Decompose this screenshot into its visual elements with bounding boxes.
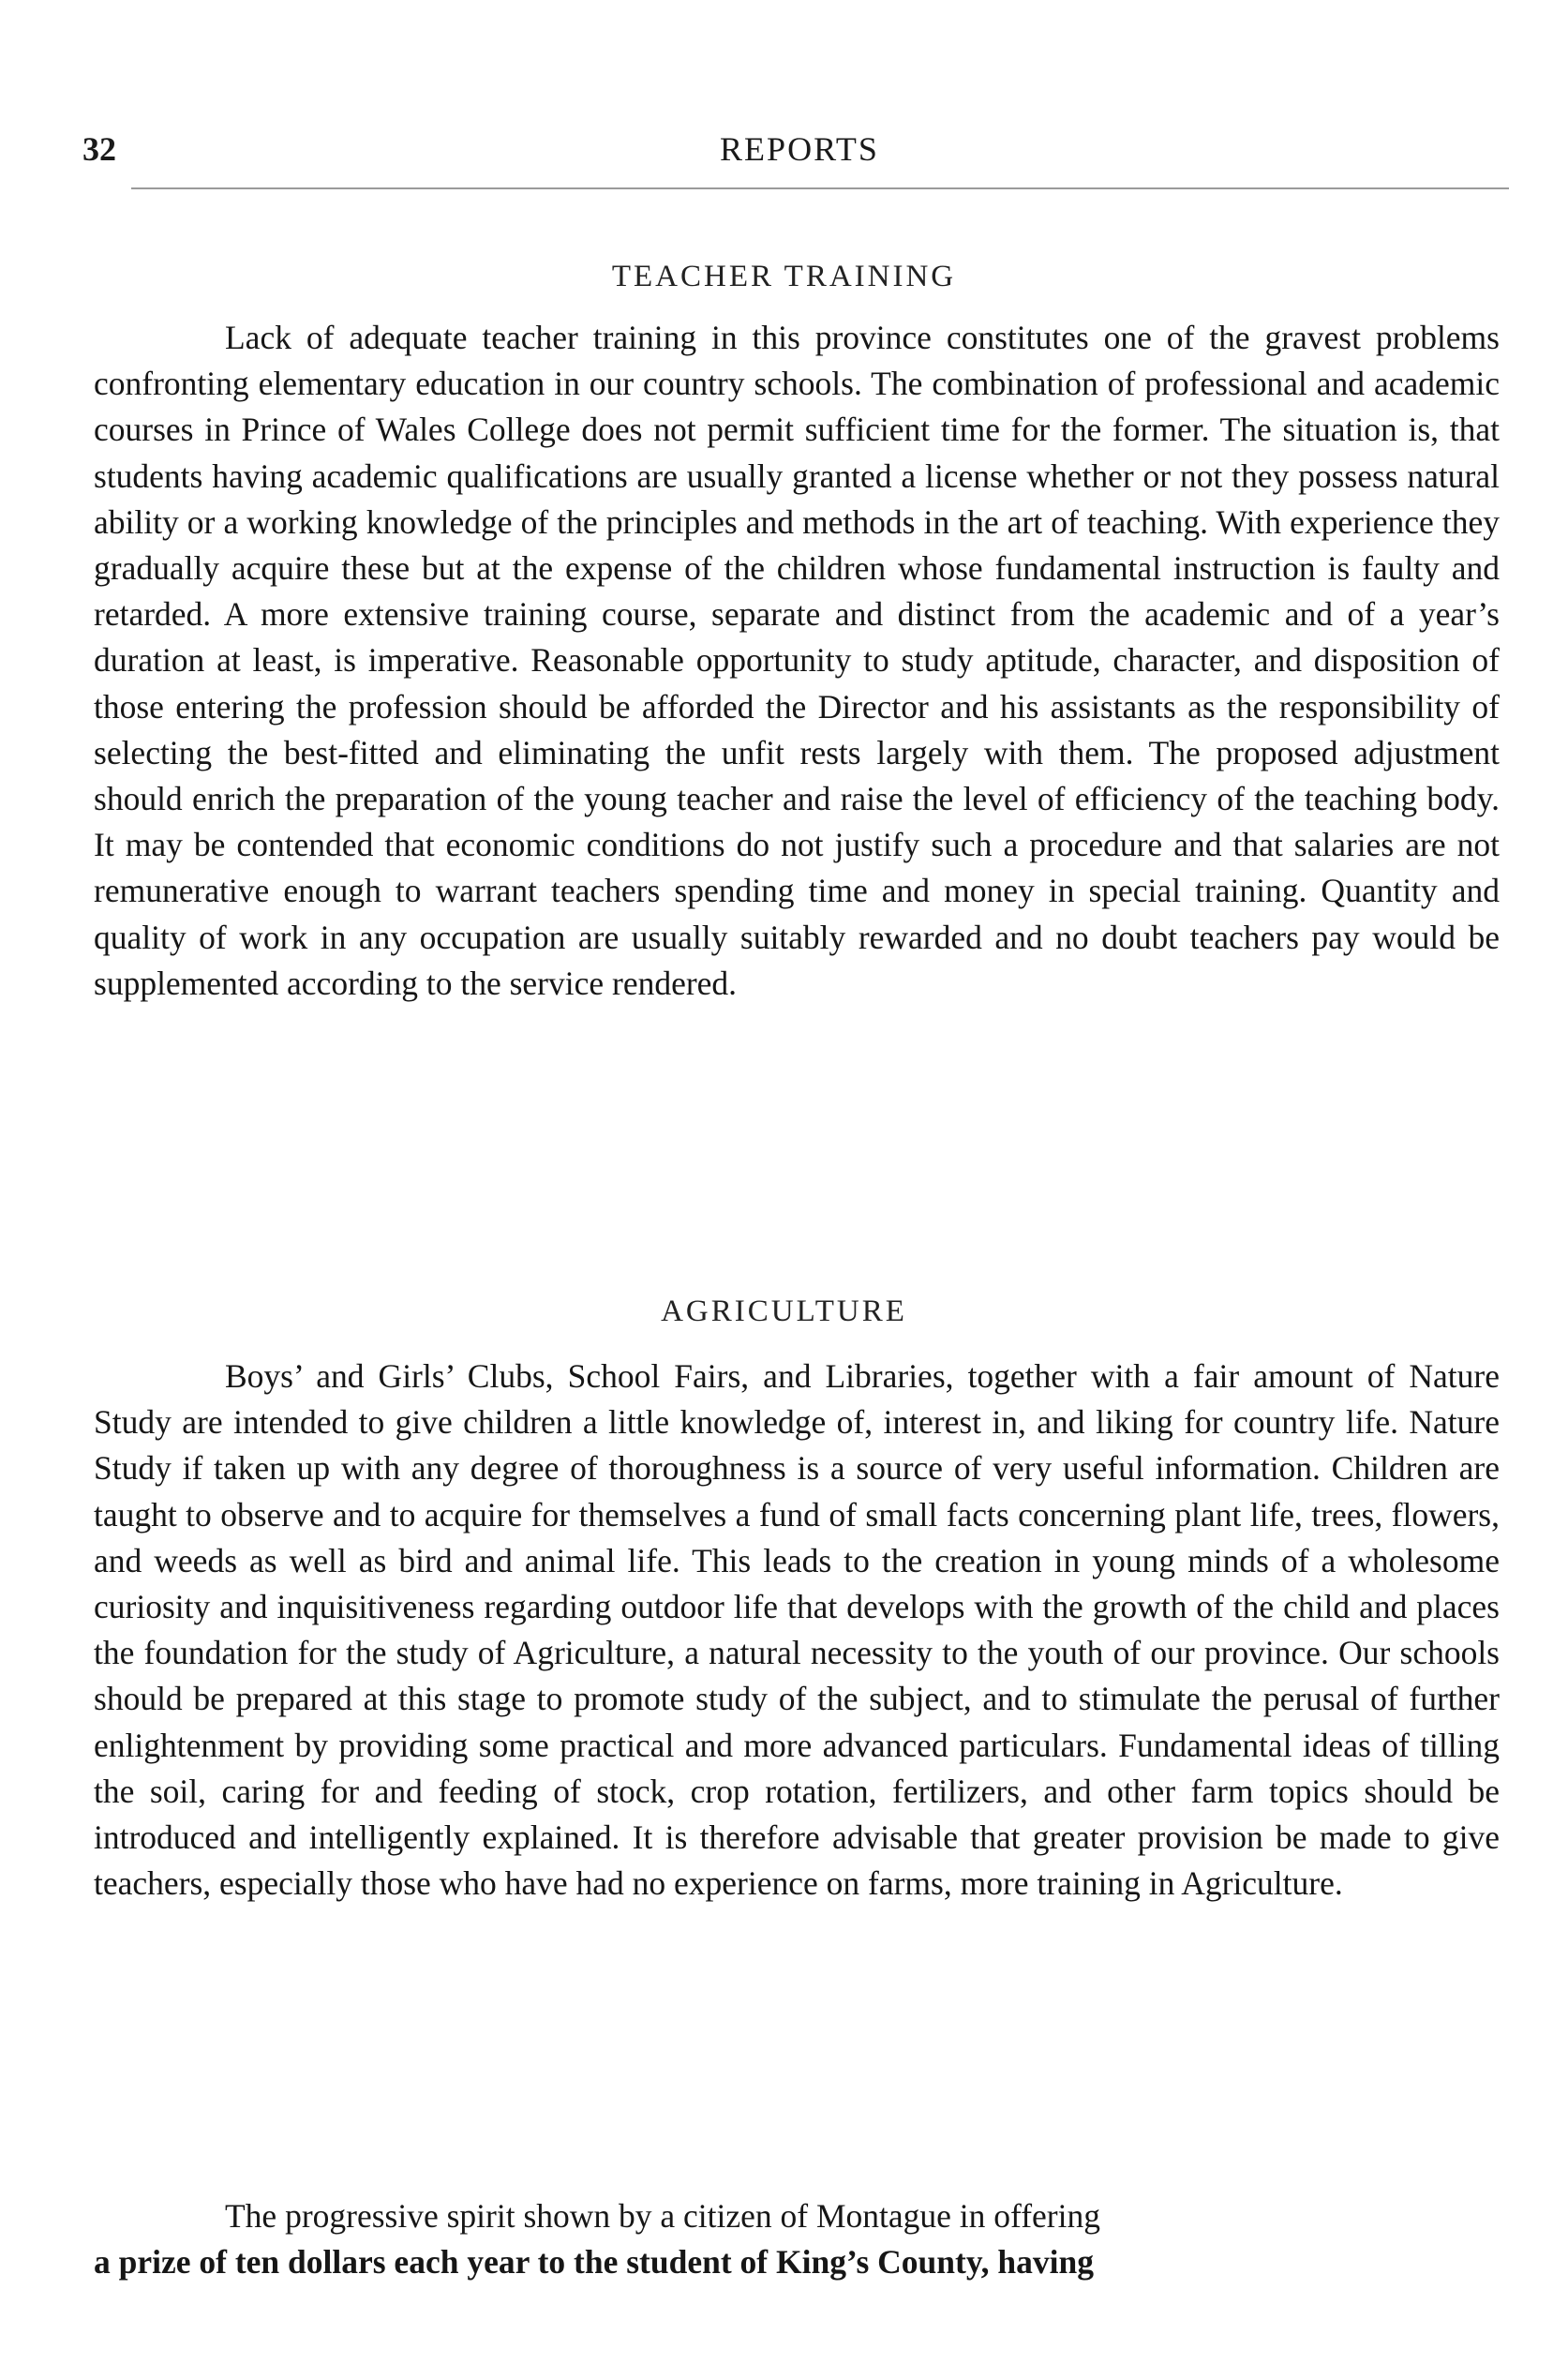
progressive-line-1: The progressive spirit shown by a citizen of Montague in offering [225, 2197, 1100, 2235]
paragraph-agriculture: Boys’ and Girls’ Clubs, School Fairs, and Libraries, together with a fair amount of Nature Study are intended to give children a little knowledge of, interest in, and liking for country life. Nature Study if taken up with any degree of thoroughness is a source of very useful information. Children are taught to observe and to acquire for themselves a fund of small facts concerning plant life, trees, flowers, and weeds as well as bird and animal life. This leads to the creation in young minds of a wholesome curiosity and inquisitiveness regarding outdoor life that develops with the growth of the child and places the foundation for the study of Agriculture, a natural necessity to the youth of our province. Our schools should be prepared at this stage to promote study of the subject, and to stimulate the perusal of further enlightenment by providing some practical and more advanced particulars. Fundamental ideas of tilling the soil, caring for and feeding of stock, crop rotation, fertilizers, and other farm topics should be introduced and intelligently explained. It is therefore advisable that greater provision be made to give teachers, especially those who have had no experience on farms, more training in Agriculture. [94, 1357, 1500, 1903]
paragraph-progressive-spirit [94, 2193, 1500, 2285]
paragraph-teacher-training: Lack of adequate teacher training in this province constitutes one of the gravest problems confronting elementary education in our country schools. The combination of professional and academic courses in Prince of Wales College does not permit sufficient time for the former. The situation is, that students having academic qualifications are usually granted a license whether or not they possess natural ability or a working knowledge of the principles and methods in the art of teaching. With experience they gradually acquire these but at the expense of the children whose fundamental instruction is faulty and retarded. A more extensive training course, separate and distinct from the academic and of a year’s duration at least, is imperative. Reasonable opportunity to study aptitude, character, and disposition of those entering the profession should be afforded the Director and his assistants as the responsibility of selecting the best-fitted and eliminating the unfit rests largely with them. The proposed adjustment should enrich the preparation of the young teacher and raise the level of efficiency of the teaching body. It may be contended that economic conditions do not justify such a procedure and that salaries are not remunerative enough to warrant teachers spending time and money in special training. Quantity and quality of work in any occupation are usually suitably rewarded and no doubt teachers pay would be supplemented according to the service rendered. [94, 319, 1500, 1002]
running-head: REPORTS [720, 130, 879, 168]
section-heading-teacher-training: TEACHER TRAINING [611, 260, 957, 294]
page-header [82, 129, 1516, 186]
page-number: 32 [82, 130, 116, 168]
header-rule [131, 187, 1509, 189]
progressive-line-2: a prize of ten dollars each year to the student of King’s County, having [94, 2243, 1094, 2282]
section-heading-agriculture: AGRICULTURE [661, 1294, 907, 1329]
